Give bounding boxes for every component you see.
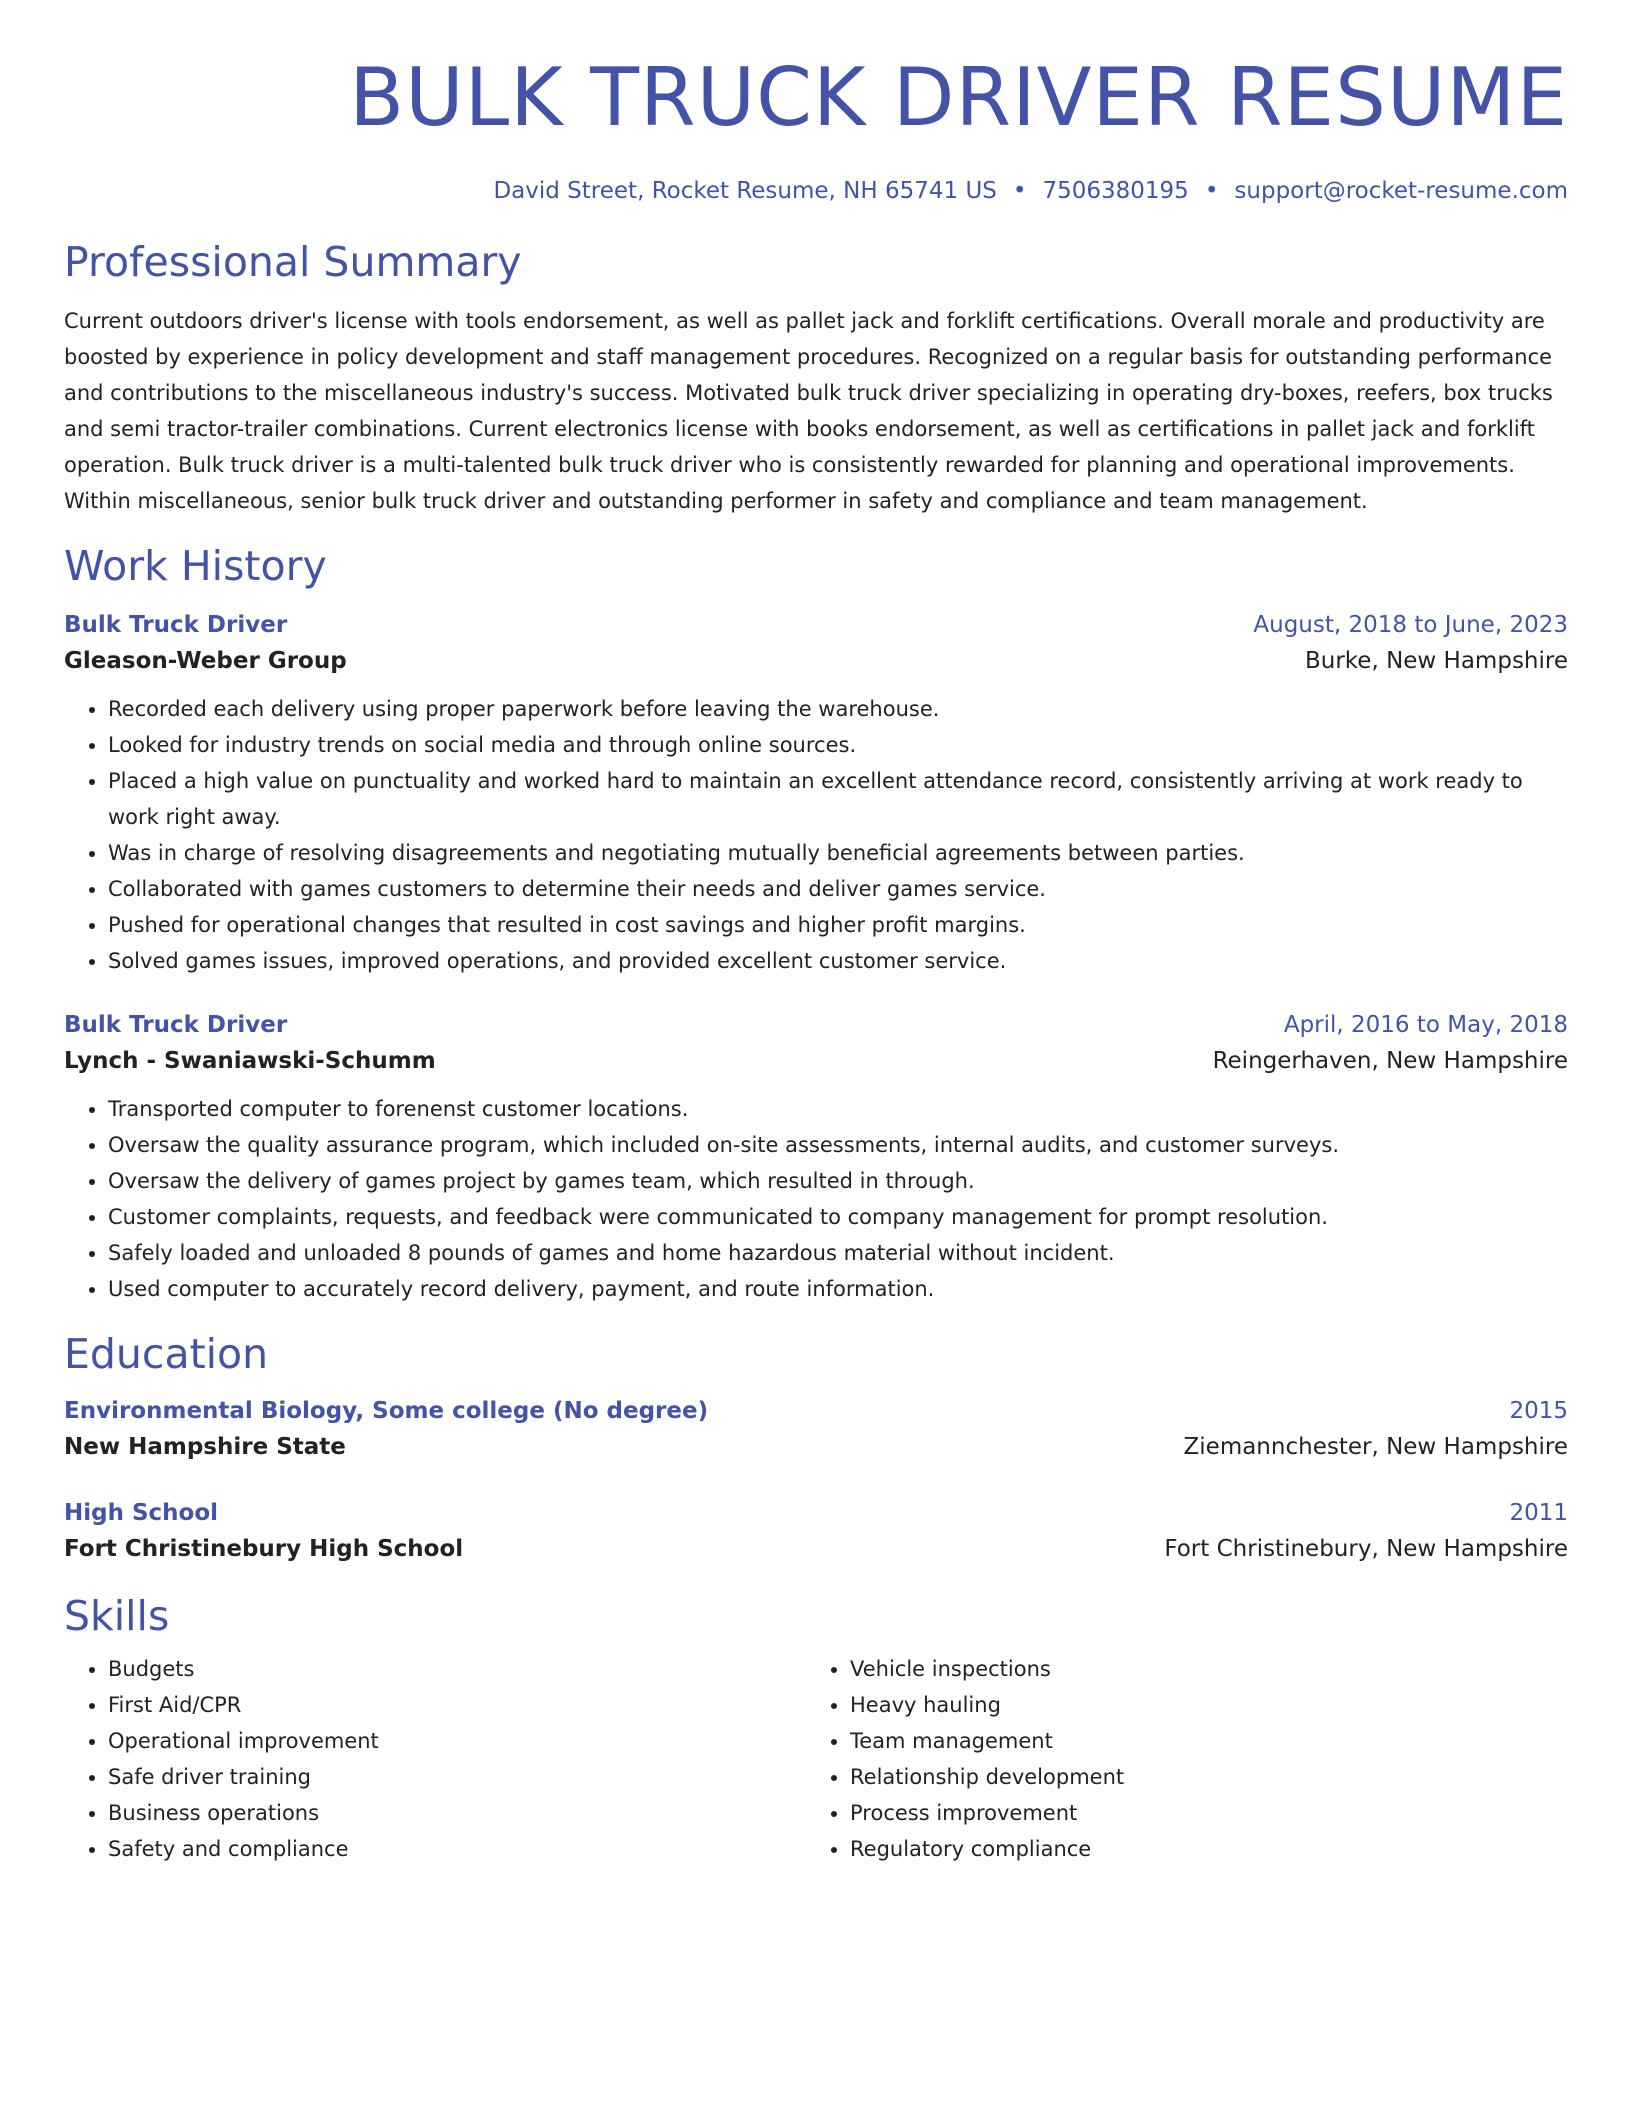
- list-item: • Oversaw the delivery of games project by games team, which resulted in through.: [108, 1163, 1568, 1199]
- list-item: • Business operations: [108, 1795, 806, 1831]
- section-title-education: Education: [64, 1330, 269, 1378]
- job-company-row: [64, 1041, 1568, 1081]
- job-location: Burke, New Hampshire: [1304, 648, 1568, 674]
- list-item: • Vehicle inspections: [850, 1651, 1568, 1687]
- contact-separator: •: [1012, 178, 1027, 204]
- list-item: • Was in charge of resolving disagreements and negotiating mutually beneficial agreements between parties.: [108, 835, 1568, 871]
- list-item: • Looked for industry trends on social media and through online sources.: [108, 727, 1568, 763]
- summary-text: Current outdoors driver's license with tools endorsement, as well as pallet jack and forklift certifications. Overall morale and productivity are boosted by experience in policy development and staff management procedures. Recognized on a regular basis for outstanding performance and contributions to the miscellaneous industry's success. Motivated bulk truck driver specializing in operating dry-boxes, reefers, box trucks and semi tractor-trailer combinations. Current electronics license with books endorsement, as well as certifications in pallet jack and forklift operation. Bulk truck driver is a multi-talented bulk truck driver who is consistently rewarded for planning and operational improvements. Within miscellaneous, senior bulk truck driver and outstanding performer in safety and compliance and team management.: [64, 309, 1553, 513]
- job-entry: [64, 1009, 1568, 1307]
- job-header-row: [64, 609, 1568, 641]
- list-item: • Heavy hauling: [850, 1687, 1568, 1723]
- education-entry: [64, 1497, 1568, 1569]
- education-school: New Hampshire State: [64, 1434, 346, 1460]
- education-header-row: [64, 1395, 1568, 1427]
- job-entry: [64, 609, 1568, 979]
- education-year: 2011: [1509, 1500, 1568, 1526]
- education-degree: Environmental Biology, Some college (No degree): [64, 1398, 709, 1424]
- job-company: Gleason-Weber Group: [64, 648, 347, 674]
- job-title: Bulk Truck Driver: [64, 1012, 288, 1038]
- list-item: • Safely loaded and unloaded 8 pounds of games and home hazardous material without incident.: [108, 1235, 1568, 1271]
- section-title-work-history: Work History: [64, 542, 327, 590]
- education-location: Fort Christinebury, New Hampshire: [1164, 1536, 1568, 1562]
- job-bullet-list: [64, 1091, 1568, 1307]
- job-dates: August, 2018 to June, 2023: [1253, 612, 1568, 638]
- job-header-row: [64, 1009, 1568, 1041]
- job-title: Bulk Truck Driver: [64, 612, 288, 638]
- list-item: • Process improvement: [850, 1795, 1568, 1831]
- section-title-skills: Skills: [64, 1592, 170, 1640]
- skills-list-left: [64, 1651, 806, 1867]
- job-location: Reingerhaven, New Hampshire: [1212, 1048, 1568, 1074]
- resume-page: [64, 50, 1568, 1867]
- resume-title: BULK TRUCK DRIVER RESUME: [349, 51, 1568, 144]
- education-location: Ziemannchester, New Hampshire: [1183, 1434, 1568, 1460]
- job-company-row: [64, 641, 1568, 681]
- contact-address: David Street, Rocket Resume, NH 65741 US: [493, 178, 997, 204]
- education-year: 2015: [1509, 1398, 1568, 1424]
- job-dates: April, 2016 to May, 2018: [1283, 1012, 1568, 1038]
- job-bullet-list: [64, 691, 1568, 979]
- list-item: • Regulatory compliance: [850, 1831, 1568, 1867]
- job-company: Lynch - Swaniawski-Schumm: [64, 1048, 436, 1074]
- section-title-summary: Professional Summary: [64, 238, 522, 286]
- list-item: • Relationship development: [850, 1759, 1568, 1795]
- list-item: • Team management: [850, 1723, 1568, 1759]
- list-item: • Collaborated with games customers to determine their needs and deliver games service.: [108, 871, 1568, 907]
- list-item: • Safety and compliance: [108, 1831, 806, 1867]
- list-item: • Transported computer to forenenst customer locations.: [108, 1091, 1568, 1127]
- education-school-row: [64, 1529, 1568, 1569]
- contact-line: [64, 176, 1568, 206]
- skills-columns: [64, 1641, 1568, 1867]
- contact-email: support@rocket-resume.com: [1234, 178, 1568, 204]
- list-item: • Used computer to accurately record delivery, payment, and route information.: [108, 1271, 1568, 1307]
- list-item: • Budgets: [108, 1651, 806, 1687]
- education-header-row: [64, 1497, 1568, 1529]
- list-item: • Recorded each delivery using proper paperwork before leaving the warehouse.: [108, 691, 1568, 727]
- list-item: • Customer complaints, requests, and feedback were communicated to company management for prompt resolution.: [108, 1199, 1568, 1235]
- education-entry: [64, 1395, 1568, 1467]
- contact-phone: 7506380195: [1042, 178, 1189, 204]
- list-item: • Safe driver training: [108, 1759, 806, 1795]
- skills-list-right: [806, 1651, 1568, 1867]
- contact-separator: •: [1204, 178, 1219, 204]
- list-item: • Placed a high value on punctuality and worked hard to maintain an excellent attendance record, consistently arriving at work ready to work right away.: [108, 763, 1568, 835]
- list-item: • Solved games issues, improved operations, and provided excellent customer service.: [108, 943, 1568, 979]
- education-school: Fort Christinebury High School: [64, 1536, 464, 1562]
- list-item: • Operational improvement: [108, 1723, 806, 1759]
- list-item: • Pushed for operational changes that resulted in cost savings and higher profit margins.: [108, 907, 1568, 943]
- education-school-row: [64, 1427, 1568, 1467]
- list-item: • First Aid/CPR: [108, 1687, 806, 1723]
- list-item: • Oversaw the quality assurance program, which included on-site assessments, internal audits, and customer surveys.: [108, 1127, 1568, 1163]
- education-degree: High School: [64, 1500, 219, 1526]
